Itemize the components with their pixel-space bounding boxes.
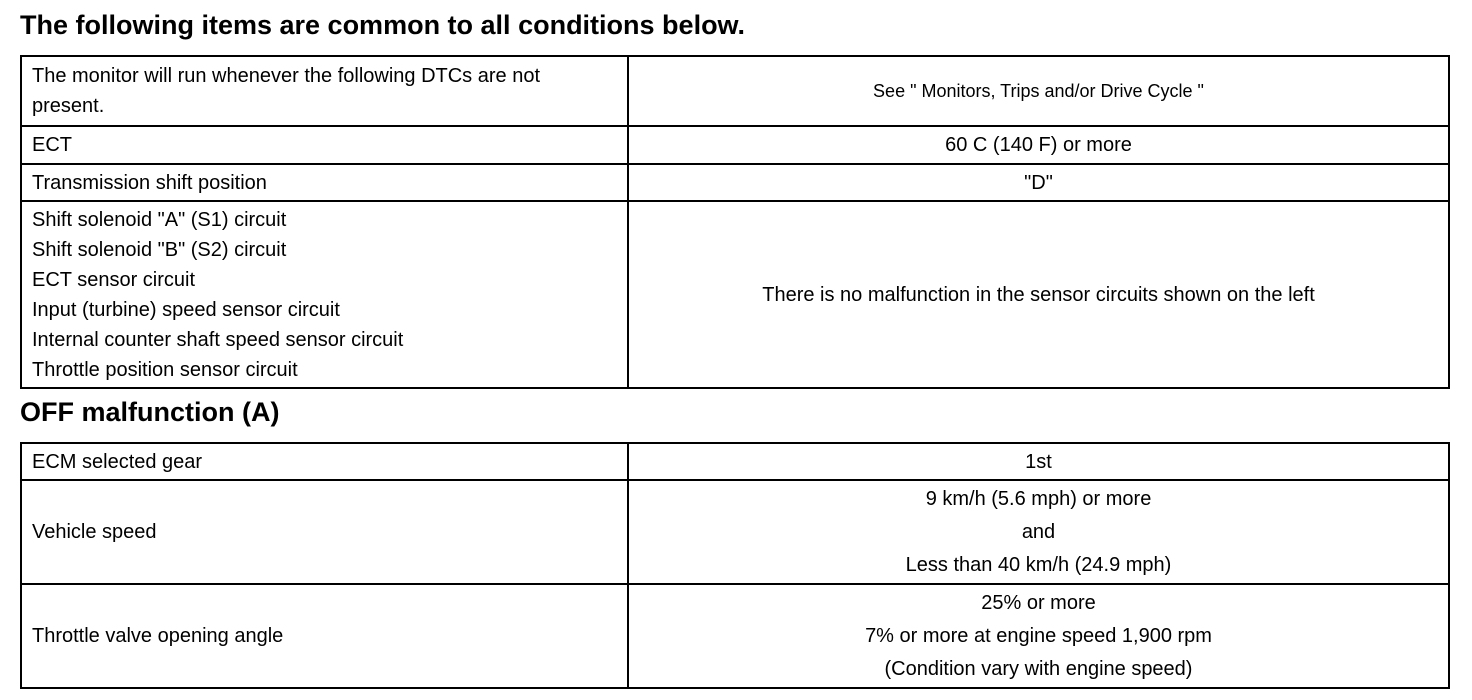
condition-value <box>628 126 1449 164</box>
off-malfunction-heading: OFF malfunction (A) <box>20 397 280 427</box>
table-row <box>21 443 1449 480</box>
table-row <box>21 126 1449 164</box>
value-line: 1st <box>1025 450 1052 473</box>
condition-label <box>21 164 628 201</box>
table-row <box>21 201 1449 388</box>
value-line: 9 km/h (5.6 mph) or more <box>925 487 1152 510</box>
label-line: Internal counter shaft speed sensor circuit <box>32 328 404 351</box>
label-line: ECM selected gear <box>32 450 203 473</box>
condition-label <box>21 443 628 480</box>
label-line: Transmission shift position <box>32 171 267 194</box>
label-line: Shift solenoid "B" (S2) circuit <box>32 238 287 261</box>
condition-value <box>628 56 1449 126</box>
condition-value <box>628 443 1449 480</box>
off-malfunction-table <box>20 442 1450 689</box>
condition-value <box>628 201 1449 388</box>
table-row <box>21 56 1449 126</box>
value-line: "D" <box>1024 171 1053 194</box>
value-line: See " Monitors, Trips and/or Drive Cycle " <box>873 81 1204 101</box>
label-line: Input (turbine) speed sensor circuit <box>32 298 340 321</box>
label-line: The monitor will run whenever the following DTCs are not <box>32 65 540 87</box>
value-line: 60 C (140 F) or more <box>945 134 1132 156</box>
label-line: Vehicle speed <box>32 521 157 543</box>
table-row <box>21 480 1449 584</box>
value-line: 7% or more at engine speed 1,900 rpm <box>865 624 1212 647</box>
condition-label <box>21 126 628 164</box>
condition-label <box>21 584 628 688</box>
common-conditions-table <box>20 55 1450 389</box>
table-row <box>21 164 1449 201</box>
label-line: ECT <box>32 134 72 156</box>
condition-label <box>21 56 628 126</box>
condition-value <box>628 584 1449 688</box>
label-line: Throttle position sensor circuit <box>32 358 298 381</box>
label-line: Shift solenoid "A" (S1) circuit <box>32 208 287 231</box>
condition-label <box>21 201 628 388</box>
value-line: Less than 40 km/h (24.9 mph) <box>905 553 1172 576</box>
label-line: ECT sensor circuit <box>32 268 196 291</box>
common-conditions-heading: The following items are common to all conditions below. <box>20 10 746 40</box>
value-line: and <box>1021 520 1056 543</box>
condition-label <box>21 480 628 584</box>
label-line: present. <box>32 95 105 117</box>
condition-value <box>628 480 1449 584</box>
value-line: 25% or more <box>981 591 1096 614</box>
value-line: (Condition vary with engine speed) <box>884 657 1193 680</box>
condition-value <box>628 164 1449 201</box>
value-line: There is no malfunction in the sensor circuits shown on the left <box>762 283 1315 306</box>
label-line: Throttle valve opening angle <box>32 625 284 647</box>
table-row <box>21 584 1449 688</box>
